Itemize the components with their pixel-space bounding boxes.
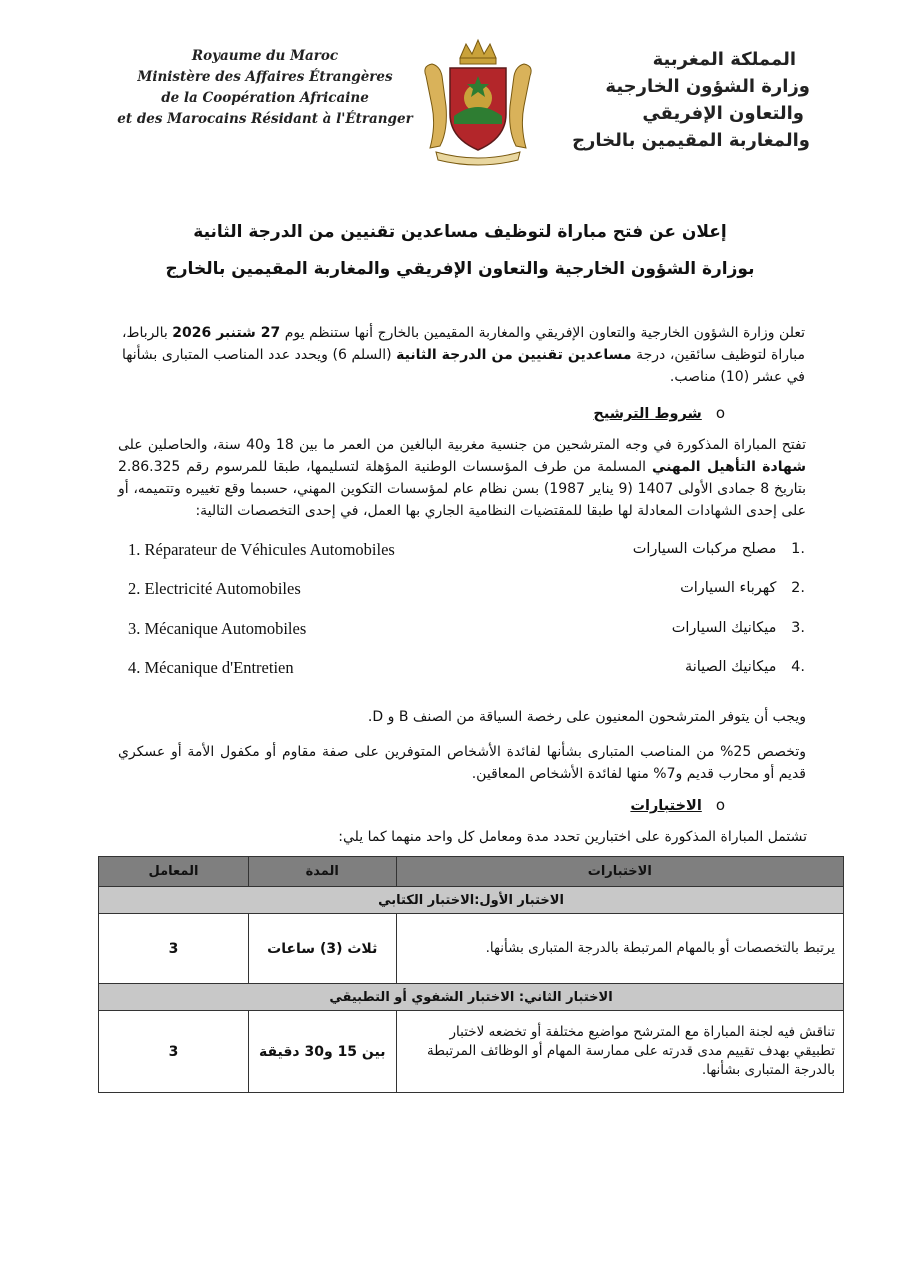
exam-duration: ثلاث (3) ساعات [248,914,396,984]
intro-text: تعلن وزارة الشؤون الخارجية والتعاون الإفريقي والمغاربة المقيمين بالخارج أنها ستنظم يوم [280,325,805,341]
exams-intro: تشتمل المباراة المذكورة على اختبارين تحدد مدة ومعامل كل واحد منهما كما يلي: [338,829,807,845]
column-header-coefficient: المعامل [99,857,249,887]
bullet-circle-icon: o [715,796,725,814]
ministry-name-arabic [550,46,810,154]
exam-duration: بين 15 و30 دقيقة [248,1011,396,1093]
intro-paragraph [122,322,805,388]
announcement-title: إعلان عن فتح مباراة لتوظيف مساعدين تقنيين من الدرجة الثانية [193,222,727,242]
ar-line: المملكة المغربية [652,49,796,70]
conditions-label: شروط الترشيح [593,406,702,422]
table-header-row [99,857,844,887]
table-row [99,914,844,984]
exams-label: الاختبارات [630,798,702,814]
table-row [99,1011,844,1093]
fr-line: Royaume du Maroc [191,48,339,64]
conditions-paragraph [118,434,806,522]
specialty-label: كهرباء السيارات [680,580,777,596]
specialty-fr: 3. Mécanique Automobiles [128,619,307,638]
fr-line: Ministère des Affaires Étrangères [137,69,393,85]
specialty-fr: 1. Réparateur de Véhicules Automobiles [128,540,395,559]
fr-line: de la Coopération Africaine [161,90,369,106]
exam-coefficient: 3 [99,1011,249,1093]
exams-heading [630,796,725,814]
specialty-ar [685,659,805,675]
conditions-text: المسلمة من طرف المؤسسات الوطنية المؤهلة لتسليمها، طبقا للمرسوم رقم 2.86.325 بتاريخ 8 جمادى الأولى 1407 (9 يناير 1987) بسن نظام عام لمؤسسات التكوين المهني، حسبما وقع تغييره وتتميمه، أو على إحدى الشهادات المعادلة لها طبقا للمقتضيات النظامية الجاري بها العمل، في إحدى التخصصات التالية: [118,459,806,519]
specialty-number: .2 [791,580,805,596]
specialty-fr: 2. Electricité Automobiles [128,579,301,598]
intro-text: بالرباط، مباراة لتوظيف سائقين، درجة [122,325,805,363]
specialty-fr: 4. Mécanique d'Entretien [128,658,294,677]
diploma-name: شهادة التأهيل المهني [652,459,806,475]
specialty-ar [633,541,805,557]
exam-coefficient: 3 [99,914,249,984]
quota-note: وتخصص 25% من المناصب المتبارى بشأنها لفائدة الأشخاص المتوفرين على صفة مقاوم أو مكفول الأمة أو عسكري قديم أو محارب قديم و7% منها لفائدة الأشخاص المعاقين. [118,744,806,782]
specialty-label: مصلح مركبات السيارات [632,541,777,557]
ar-line: والمغاربة المقيمين بالخارج [572,130,810,151]
specialty-label: ميكانيك السيارات [671,620,777,636]
specialty-number: .4 [791,659,805,675]
bullet-circle-icon: o [715,404,725,422]
specialty-ar [680,580,805,596]
exams-table [98,856,844,1093]
column-header-exams: الاختبارات [396,857,843,887]
intro-text: (السلم 6) ويحدد عدد المناصب المتبارى بشأنها في عشر (10) مناصب. [122,347,805,385]
column-header-duration: المدة [248,857,396,887]
ar-line: وزارة الشؤون الخارجية [605,76,810,97]
specialty-number: .1 [791,541,805,557]
exam-title-row [99,887,844,914]
conditions-heading [593,404,725,422]
ar-line: والتعاون الإفريقي [642,103,804,124]
coat-of-arms-emblem [418,36,538,166]
specialty-number: .3 [791,620,805,636]
exam-description: يرتبط بالتخصصات أو بالمهام المرتبطة بالدرجة المتبارى بشأنها. [396,914,843,984]
specialty-ar [672,620,805,636]
job-grade: مساعدين تقنيين من الدرجة الثانية [396,347,632,363]
exam-title: الاختبار الثاني: الاختبار الشفوي أو التطبيقي [99,984,844,1011]
fr-line: et des Marocains Résidant à l'Étranger [117,111,413,127]
conditions-text: تفتح المباراة المذكورة في وجه المترشحين من جنسية مغربية البالغين من العمر ما بين 18 و40 سنة، والحاصلين على [118,437,806,453]
exam-description: تناقش فيه لجنة المباراة مع المترشح مواضيع مختلفة أو تخضعه لاختبار تطبيقي بهدف تقييم مدى قدرته على ممارسة المهام أو الوظائف المرتبطة بالدرجة المتبارى بشأنها. [396,1011,843,1093]
exam-title-row [99,984,844,1011]
specialty-label: ميكانيك الصيانة [684,659,777,675]
exam-title: الاختبار الأول:الاختبار الكتابي [99,887,844,914]
exam-date: 27 شتنبر 2026 [172,325,281,341]
announcement-subtitle: بوزارة الشؤون الخارجية والتعاون الإفريقي والمغاربة المقيمين بالخارج [165,259,755,279]
license-note: ويجب أن يتوفر المترشحون المعنيون على رخصة السياقة من الصنف B و D. [367,709,806,725]
ministry-name-french [110,46,420,130]
